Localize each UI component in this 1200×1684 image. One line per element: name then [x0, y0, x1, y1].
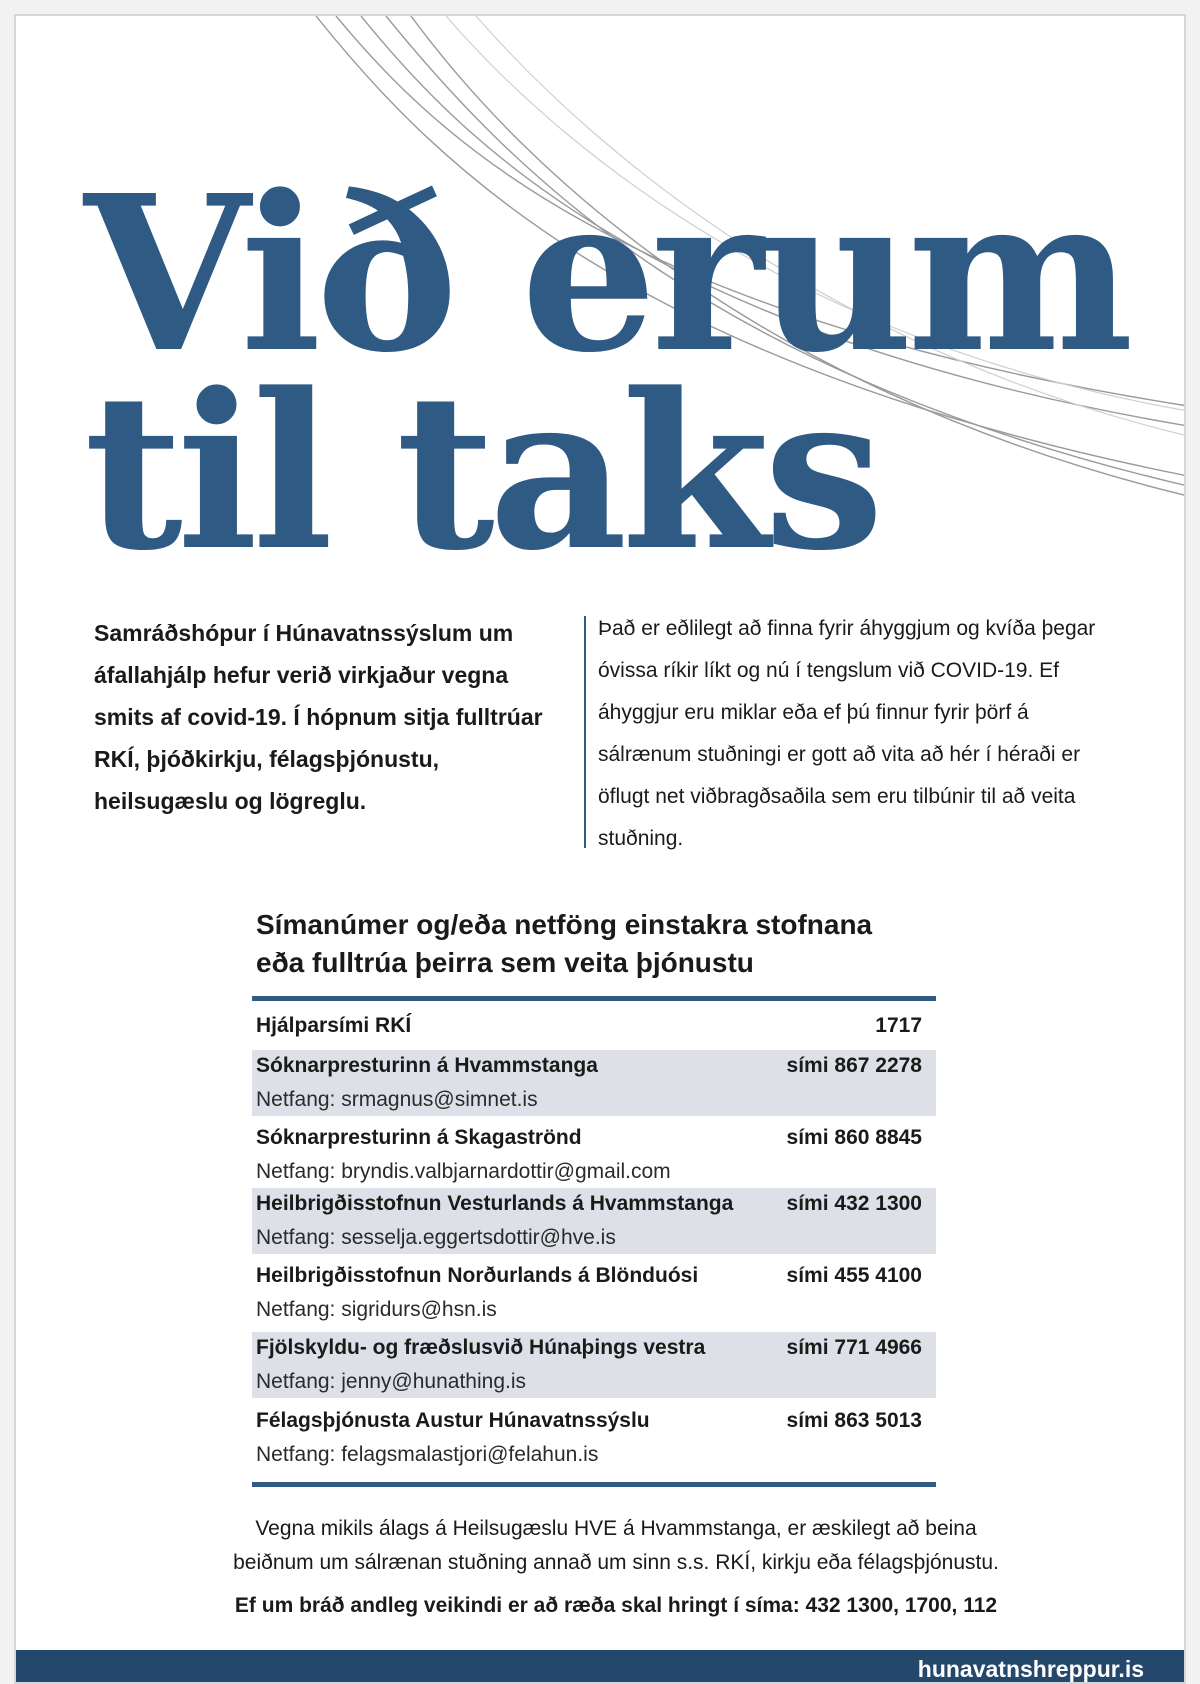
contact-name: Heilbrigðisstofnun Vesturlands á Hvammstanga: [256, 1192, 734, 1215]
contact-email[interactable]: Netfang: bryndis.valbjarnardottir@gmail.com: [256, 1160, 671, 1183]
contact-email[interactable]: Netfang: felagsmalastjori@felahun.is: [256, 1443, 599, 1466]
contact-phone: sími 867 2278: [786, 1054, 922, 1077]
contact-row-skagastrond-priest: [252, 1122, 936, 1188]
contact-phone: sími 455 4100: [786, 1264, 922, 1287]
headline-line-2: til taks: [84, 347, 879, 598]
contact-email[interactable]: Netfang: jenny@hunathing.is: [256, 1370, 526, 1393]
contacts-title-line-2: eða fulltrúa þeirra sem veita þjónustu: [256, 947, 754, 978]
contact-email[interactable]: Netfang: sesselja.eggertsdottir@hve.is: [256, 1226, 616, 1249]
contact-phone: sími 771 4966: [786, 1336, 922, 1359]
contact-name: Fjölskyldu- og fræðslusvið Húnaþings vestra: [256, 1336, 706, 1359]
contact-row-hsn: [252, 1260, 936, 1326]
headline-line-1: Við erum: [84, 149, 1128, 400]
contact-row-rki: [252, 1010, 936, 1050]
contact-email[interactable]: Netfang: sigridurs@hsn.is: [256, 1298, 497, 1321]
contacts-title-line-1: Símanúmer og/eða netföng einstakra stofnana: [256, 909, 873, 940]
table-bottom-rule: [252, 1482, 936, 1487]
footer-bar: [16, 1650, 1186, 1684]
table-top-rule: [252, 996, 936, 1001]
contact-phone: sími 860 8845: [786, 1126, 922, 1149]
contact-phone: sími 863 5013: [786, 1409, 922, 1432]
contact-name: Heilbrigðisstofnun Norðurlands á Blönduósi: [256, 1264, 699, 1287]
contacts-title: [256, 906, 956, 982]
contact-row-hve: [252, 1188, 936, 1254]
contact-name: Sóknarpresturinn á Hvammstanga: [256, 1054, 598, 1077]
intro-right-paragraph: Það er eðlilegt að finna fyrir áhyggjum og kvíða þegar óvissa ríkir líkt og nú í tengslum við COVID-19. Ef áhyggjur eru miklar eða ef þú finnur fyrir þörf á sálrænum stuðningi er gott að vita að hér í héraði er öflugt net viðbragðsaðila sem eru tilbúnir til að veita stuðning.: [598, 617, 1096, 850]
contact-email[interactable]: Netfang: srmagnus@simnet.is: [256, 1088, 538, 1111]
intro-left-paragraph: Samráðshópur í Húnavatnssýslum um áfallahjálp hefur verið virkjaður vegna smits af covid-19. Í hópnum sitja fulltrúar RKÍ, þjóðkirkju, félagsþjónustu, heilsugæslu og lögreglu.: [94, 620, 543, 814]
note-paragraph: [116, 1512, 1116, 1580]
note-line-1: Vegna mikils álags á Heilsugæslu HVE á Hvammstanga, er æskilegt að beina: [255, 1517, 977, 1540]
contact-name: Hjálparsími RKÍ: [256, 1014, 412, 1037]
column-divider: [584, 616, 586, 848]
note-line-2: beiðnum um sálrænan stuðning annað um sinn s.s. RKÍ, kirkju eða félagsþjónustu.: [233, 1551, 999, 1574]
contact-phone: sími 432 1300: [786, 1192, 922, 1215]
contact-name: Sóknarpresturinn á Skagaströnd: [256, 1126, 582, 1149]
footer-website-link[interactable]: hunavatnshreppur.is: [917, 1656, 1144, 1682]
poster-page: [14, 14, 1186, 1684]
emergency-notice: Ef um bráð andleg veikindi er að ræða skal hringt í síma: 432 1300, 1700, 112: [234, 1594, 998, 1617]
contact-row-hvammstanga-priest: [252, 1050, 936, 1116]
headline: [84, 149, 1128, 598]
contact-row-felahun: [252, 1405, 936, 1471]
contact-phone: 1717: [875, 1014, 922, 1037]
contact-name: Félagsþjónusta Austur Húnavatnssýslu: [256, 1409, 650, 1432]
contact-row-hunathing: [252, 1332, 936, 1398]
